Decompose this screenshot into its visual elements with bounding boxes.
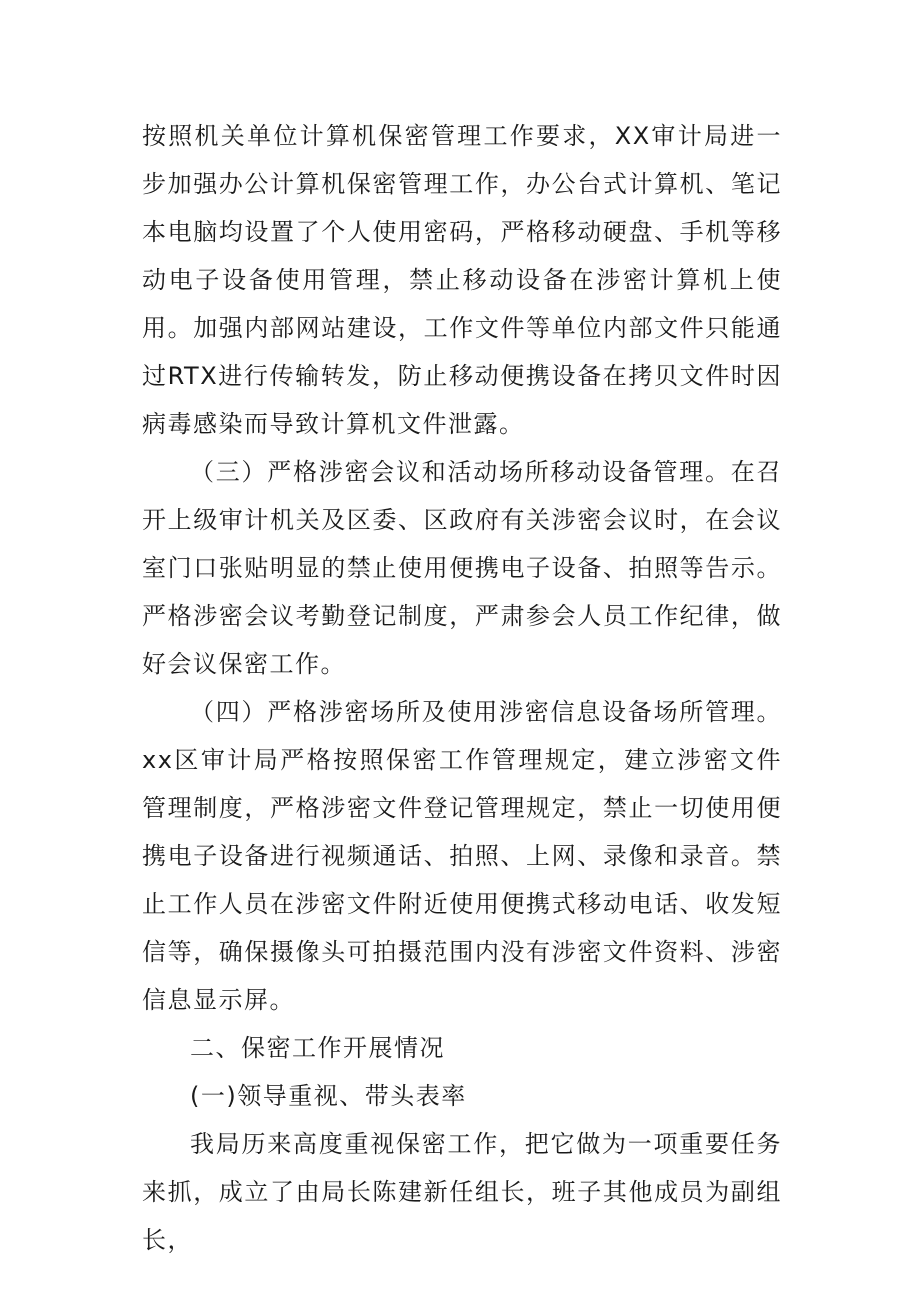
paragraph-computer-security: 按照机关单位计算机保密管理工作要求，XX审计局进一步加强办公计算机保密管理工作，办公台式计算机、笔记本电脑均设置了个人使用密码，严格移动硬盘、手机等移动电子设备使用管理，禁止移动设备在涉密计算机上使用。加强内部网站建设，工作文件等单位内部文件只能通过RTX进行传输转发，防止移动便携设备在拷贝文件时因病毒感染而导致计算机文件泄露。 xyxy=(142,122,782,438)
document-body xyxy=(142,112,782,1264)
paragraph-section-four: （四）严格涉密场所及使用涉密信息设备场所管理。xx区审计局严格按照保密工作管理规定，建立涉密文件管理制度，严格涉密文件登记管理规定，禁止一切使用便携电子设备进行视频通话、拍照、上网、录像和录音。禁止工作人员在涉密文件附近使用便携式移动电话、收发短信等，确保摄像头可拍摄范围内没有涉密文件资料、涉密信息显示屏。 xyxy=(142,698,782,1014)
subheading-leadership: (一)领导重视、带头表率 xyxy=(190,1082,467,1110)
heading-section-two: 二、保密工作开展情况 xyxy=(190,1034,445,1062)
paragraph-leadership: 我局历来高度重视保密工作，把它做为一项重要任务来抓，成立了由局长陈建新任组长，班子其他成员为副组长， xyxy=(142,1130,782,1254)
paragraph-section-three: （三）严格涉密会议和活动场所移动设备管理。在召开上级审计机关及区委、区政府有关涉密会议时，在会议室门口张贴明显的禁止使用便携电子设备、拍照等告示。严格涉密会议考勤登记制度，严肃参会人员工作纪律，做好会议保密工作。 xyxy=(142,458,782,678)
